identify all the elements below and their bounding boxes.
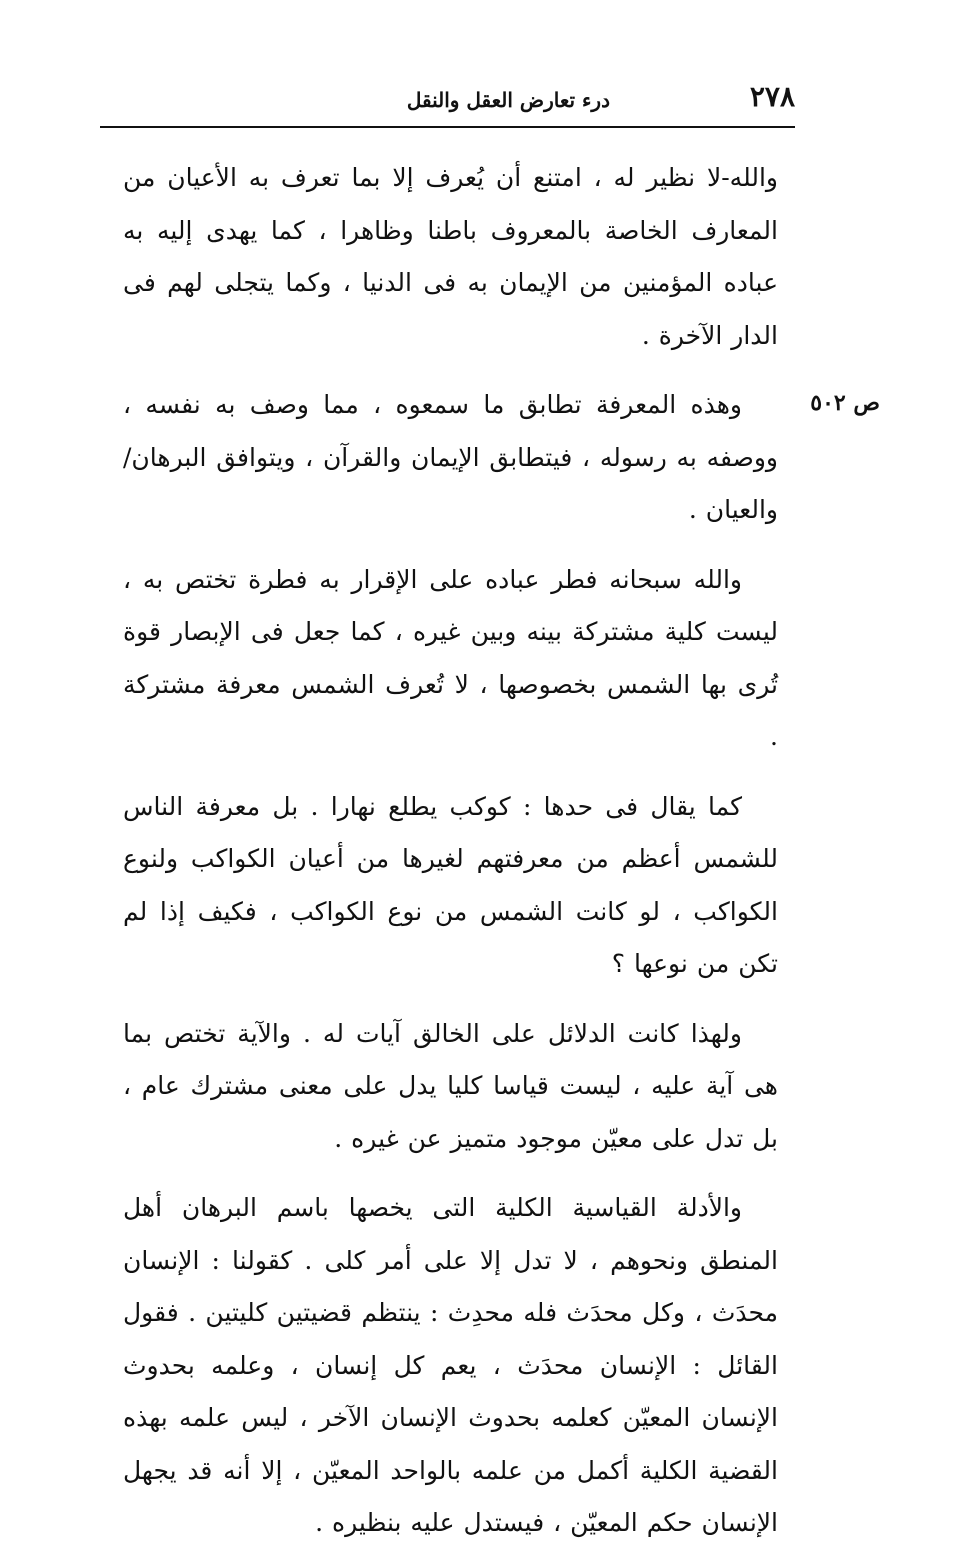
paragraph: والأدلة القياسية الكلية التى يخصها باسم البرهان أهل المنطق ونحوهم ، لا تدل إلا على أمر كلى . كقولنا : الإنسان محدَث ، وكل محدَث فله محدِث : ينتظم قضيتين كليتين . فقول القائل : الإنسان محدَث ، يعم كل إنسان ، وعلمه بحدوث الإنسان المعيّن كعلمه بحدوث الإنسان الآخر ، ليس علمه بهذه القضية الكلية أكمل من علمه بالواحد المعيّن ، إلا أنه قد يجهل الإنسان حكم المعيّن ، فيستدل عليه بنظيره . <box>123 1193 778 1537</box>
paragraph: وهذه المعرفة تطابق ما سمعوه ، مما وصف به نفسه ، ووصفه به رسوله ، فيتطابق الإيمان والقرآن ، ويتوافق البرهان/والعيان . <box>123 390 778 524</box>
page-header <box>100 80 795 124</box>
running-title: درء تعارض العقل والنقل <box>406 88 610 112</box>
margin-reference: ص ٥٠٢ <box>810 390 880 416</box>
body-text <box>123 152 778 1567</box>
page-number: ٢٧٨ <box>749 80 795 113</box>
header-rule <box>100 126 795 128</box>
paragraph: ولهذا كانت الدلائل على الخالق آيات له . والآية تختص بما هى آية عليه ، ليست قياسا كليا يدل على معنى مشترك عام ، بل تدل على معيّن موجود متميز عن غيره . <box>123 1018 778 1153</box>
paragraph: كما يقال فى حدها : كوكب يطلع نهارا . بل معرفة الناس للشمس أعظم من معرفتهم لغيرها من أعيان الكواكب ولنوع الكواكب ، لو كانت الشمس من نوع الكواكب ، فكيف إذا لم تكن من نوعها ؟ <box>123 791 778 978</box>
paragraph: والله سبحانه فطر عباده على الإقرار به فطرة تختص به ، ليست كلية مشتركة بينه وبين غيره ، كما جعل فى الإبصار قوة تُرى بها الشمس بخصوصها ، لا تُعرف الشمس معرفة مشتركة . <box>123 564 778 751</box>
paragraph: والله-لا نظير له ، امتنع أن يُعرف إلا بما تعرف به الأعيان من المعارف الخاصة بالمعروف باطنا وظاهرا ، كما يهدى إليه به عباده المؤمنين من الإيمان به فى الدنيا ، وكما يتجلى لهم فى الدار الآخرة . <box>123 163 778 350</box>
